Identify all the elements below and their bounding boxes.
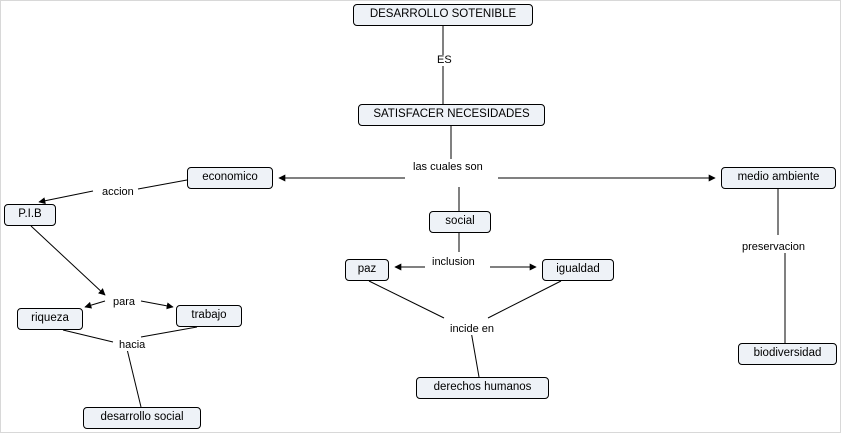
connector-paz-incide [369, 281, 444, 318]
connector-hacia-trabajo [141, 327, 197, 337]
connector-riqueza-hacia [63, 330, 113, 342]
edge-label-las_cuales_son: las cuales son [413, 161, 483, 173]
connector-incide-derechos [471, 331, 479, 377]
connector-pib-para [31, 226, 105, 295]
connector-economico-accion [138, 180, 187, 189]
edge-label-es: ES [437, 54, 452, 66]
edge-label-para: para [113, 296, 136, 308]
node-pib[interactable]: P.I.B [4, 204, 56, 226]
node-paz[interactable]: paz [345, 259, 389, 281]
node-desarrollo_social[interactable]: desarrollo social [83, 407, 201, 429]
connector-igualdad-incide [488, 281, 561, 318]
node-riqueza[interactable]: riqueza [17, 308, 83, 330]
connector-para-riqueza [85, 301, 105, 307]
node-trabajo[interactable]: trabajo [176, 305, 242, 327]
node-derechos_humanos[interactable]: derechos humanos [416, 377, 549, 399]
edge-label-preservacion: preservacion [742, 241, 805, 253]
edge-label-inclusion: inclusion [432, 256, 475, 268]
node-biodiversidad[interactable]: biodiversidad [738, 343, 837, 365]
connector-para-trabajo [141, 301, 173, 307]
node-igualdad[interactable]: igualdad [542, 259, 614, 281]
node-medio_ambiente[interactable]: medio ambiente [721, 167, 836, 189]
connector-accion-pib [39, 191, 93, 202]
edge-label-accion: accion [102, 186, 134, 198]
node-satisfacer[interactable]: SATISFACER NECESIDADES [358, 104, 545, 126]
node-social[interactable]: social [429, 211, 491, 233]
edge-label-hacia: hacia [119, 339, 146, 351]
connector-hacia-desarrollo-social [127, 349, 141, 407]
connector-layer [1, 1, 841, 433]
edge-label-incide_en: incide en [450, 323, 495, 335]
node-desarrollo[interactable]: DESARROLLO SOTENIBLE [353, 4, 533, 26]
node-economico[interactable]: economico [187, 167, 273, 189]
